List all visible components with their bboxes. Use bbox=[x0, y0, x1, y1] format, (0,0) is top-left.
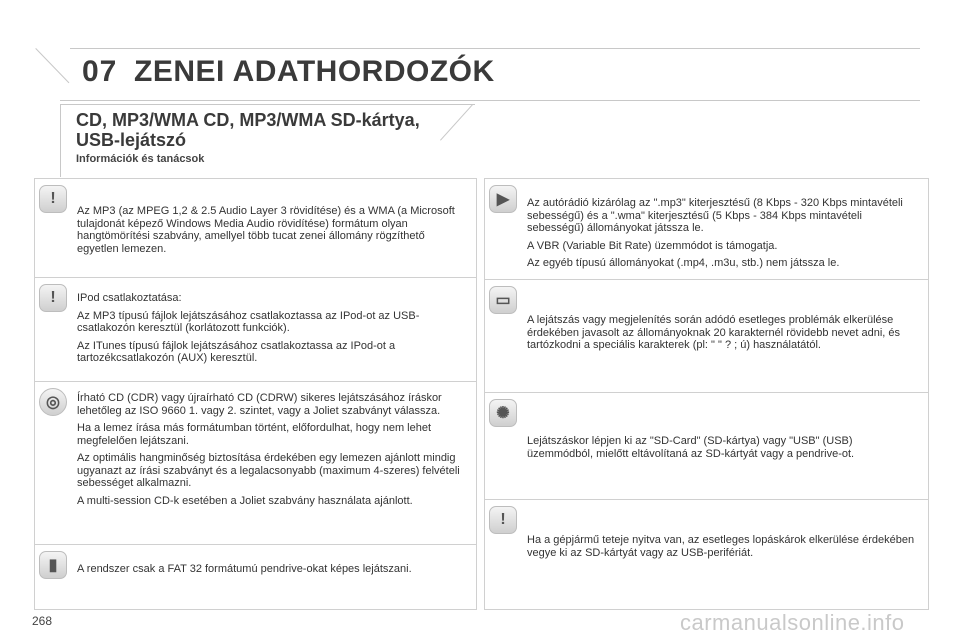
card-paragraph: A lejátszás vagy megjelenítés során adódó esetleges problémák elkerülése érdekében javasolt az állományoknak 20 karakternél rövidebb nevet adni, és tartózkodni a speciális karakterek (pl: " " ? ; ú) használatától. bbox=[527, 314, 901, 351]
usb-drive-icon: ▮ bbox=[39, 551, 67, 579]
card-paragraph: Az ITunes típusú fájlok lejátszásához csatlakoztassa az IPod-ot a tartozékcsatlakozón (AUX) keresztül. bbox=[77, 339, 396, 364]
play-icon: ▶ bbox=[489, 185, 517, 213]
sun-icon: ✺ bbox=[489, 399, 517, 427]
card-paragraph: Az MP3 (az MPEG 1,2 & 2.5 Audio Layer 3 rövidítése) és a WMA (a Microsoft tulajdonát képező Windows Media Audio rövidítése) formátum olyan hangtömörítési szabvány, amellyel több tucat zenei állomány rögzíthető egyetlen lemezen. bbox=[77, 205, 455, 255]
left-column bbox=[34, 178, 477, 610]
card-text bbox=[77, 392, 466, 512]
card-paragraph: A rendszer csak a FAT 32 formátumú pendrive-okat képes lejátszani. bbox=[77, 563, 412, 575]
card-paragraph: Az MP3 típusú fájlok lejátszásához csatlakoztassa az IPod-ot az USB-csatlakozón keresztül (korlátozott funkciók). bbox=[77, 309, 420, 334]
card-text bbox=[527, 534, 918, 564]
exclamation-icon: ! bbox=[39, 284, 67, 312]
card-text bbox=[77, 205, 466, 260]
info-card bbox=[35, 382, 476, 545]
section-subtitle: Információk és tanácsok bbox=[76, 153, 205, 165]
card-paragraph: Ha a lemez írása más formátumban történt, előfordulhat, hogy nem lehet megfelelően lejátszani. bbox=[77, 422, 432, 447]
watermark: carmanualsonline.info bbox=[680, 610, 905, 635]
card-text bbox=[527, 197, 918, 275]
info-card bbox=[485, 179, 928, 280]
info-card bbox=[35, 278, 476, 382]
card-paragraph: IPod csatlakoztatása: bbox=[77, 292, 182, 304]
card-paragraph: Lejátszáskor lépjen ki az "SD-Card" (SD-kártya) vagy "USB" (USB) üzemmódból, mielőtt eltávolítaná az SD-kártyát vagy a pendrive-ot. bbox=[527, 435, 855, 460]
card-paragraph: Az optimális hangminőség biztosítása érdekében egy lemezen ajánlott mindig ugyanazt az írási szabványt és a legalacsonyabb (maximum 4-szeres) felvételi sebességet alkalmazni. bbox=[77, 452, 460, 489]
info-card bbox=[485, 393, 928, 500]
card-paragraph: Ha a gépjármű teteje nyitva van, az esetleges lopáskárok elkerülése érdekében vegye ki az SD-kártyát vagy az USB-perifériát. bbox=[527, 534, 915, 559]
card-paragraph: Az autórádió kizárólag az ".mp3" kiterjesztésű (8 Kbps - 320 Kbps mintavételi sebességű) és a ".wma" kiterjesztésű (5 Kbps - 384 Kbps mintavételi sebességű) állományokat játssza le. bbox=[527, 197, 903, 234]
exclamation-icon: ! bbox=[39, 185, 67, 213]
card-text bbox=[527, 435, 918, 465]
screen-icon: ▭ bbox=[489, 286, 517, 314]
card-paragraph: Írható CD (CDR) vagy újraírható CD (CDRW) sikeres lejátszásához íráskor lehetőleg az ISO 9660 1. vagy 2. szintet, vagy a Joliet szabványt válassza. bbox=[77, 392, 442, 417]
section-title: CD, MP3/WMA CD, MP3/WMA SD-kártya, USB-lejátszó bbox=[76, 110, 420, 150]
right-column bbox=[484, 178, 929, 610]
card-paragraph: A VBR (Variable Bit Rate) üzemmódot is támogatja. bbox=[527, 239, 778, 252]
page-number: 268 bbox=[32, 614, 53, 628]
info-card bbox=[485, 500, 928, 609]
chapter-title: ZENEI ADATHORDOZÓK bbox=[134, 55, 495, 88]
card-text bbox=[527, 314, 918, 357]
card-paragraph: Az egyéb típusú állományokat (.mp4, .m3u, stb.) nem játssza le. bbox=[527, 257, 840, 269]
card-text bbox=[77, 292, 466, 370]
card-paragraph: A multi-session CD-k esetében a Joliet szabvány használata ajánlott. bbox=[77, 494, 413, 507]
card-text bbox=[77, 563, 466, 581]
chapter-number: 07 bbox=[82, 55, 118, 88]
cd-icon: ◎ bbox=[39, 388, 67, 416]
info-card bbox=[35, 179, 476, 278]
info-card bbox=[485, 280, 928, 393]
exclamation-icon: ! bbox=[489, 506, 517, 534]
info-card bbox=[35, 545, 476, 609]
